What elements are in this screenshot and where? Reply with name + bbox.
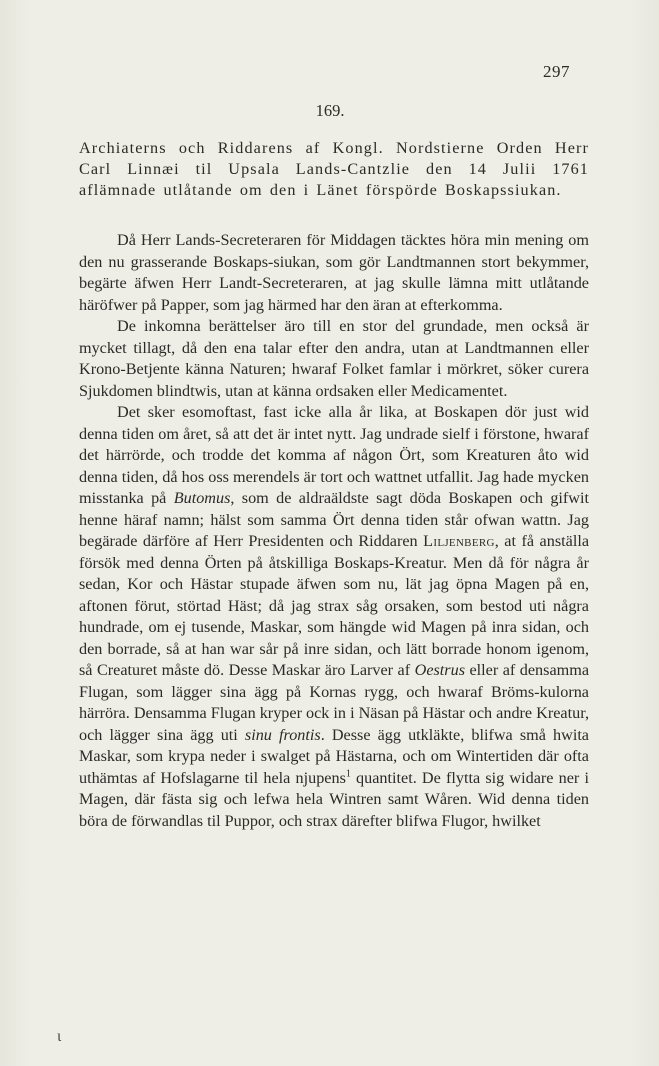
body-text bbox=[79, 230, 589, 832]
paragraph-3 bbox=[79, 402, 589, 832]
paragraph-3-part-4: eller af densamma Flugan, som lägger sina ägg på Kornas rygg, och hwaraf Bröms-kulorna härröra. Densamma Flugan kryper ock in i Näsan på Hästar och andre Kreatur, och lägger sina ägg uti bbox=[79, 661, 589, 744]
term-sinu-frontis: sinu frontis bbox=[244, 725, 321, 744]
paragraph-3-part-6: quantitet. De flytta sig widare ner i Magen, där fästa sig och lefwa hela Wintren samt Wåren. Wid denna tiden böra de förwandlas til Puppor, och strax därefter blifwa Flugor, hwilket bbox=[79, 768, 590, 830]
paragraph-3-part-1: Det sker esomoftast, fast icke alla år lika, at Boskapen dör just wid denna tiden om året, så att det är intet nytt. Jag undrade sielf i förstone, hwaraf det härrörde, och trodde det komma af någon Ört, som Kreaturen åto wid denna tiden, då hos oss merendels är tort och wattnet utfallit. Jag hade mycken misstanka på bbox=[79, 403, 589, 507]
term-butomus: Butomus bbox=[173, 489, 231, 507]
name-liljenberg: Liljenberg bbox=[423, 532, 495, 550]
document-number: 169. bbox=[315, 101, 345, 120]
paragraph-3-part-2: , som de aldraäldste sagt döda Boskapen och gifwit henne häraf namn; hälst som samma Ört denna tiden står ofwan wattn. Jag begärade därföre af Herr Presidenten och Riddaren bbox=[79, 489, 589, 550]
paragraph-3-part-3: , at få anställa försök med denna Örten på åtskilliga Boskaps-Kreatur. Men då för några år sedan, Kor och Hästar stupade äfwen som nu, lät jag öpna Magen på en, aftonen förut, störtad Häst; då jag strax såg orsaken, som bestod uti några hundrade, om ej tusende, Maskar, som hängde wid Magen på inra sidan, och den borrade, så at han war sår på inre sidan, och lätt borrade honom igenom, så Creaturet måste dö. Desse Maskar äro Larver af bbox=[79, 532, 590, 679]
paragraph-1: Då Herr Lands-Secreteraren för Middagen täcktes höra min mening om den nu grasserande Boskaps-siukan, som gör Landtmannen stort bekymmer, begärte äfwen Herr Landt-Secreteraren, at jag skulle lämna mitt utlåtande häröfwer på Papper, som jag härmed har den äran at efterkomma. bbox=[79, 231, 589, 314]
paragraph-3-part-5: . Desse ägg utkläkte, blifwa små hwita Maskar, som krypa neder i swalget på Hästarna, och om Wintertiden där ofta uthämtas af Hofslagarne til hela njupens bbox=[79, 725, 589, 787]
page-number: 297 bbox=[543, 62, 570, 81]
footnote-reference: 1 bbox=[345, 768, 351, 780]
document-heading: Archiaterns och Riddarens af Kongl. Nordstierne Orden Herr Carl Linnæi til Upsala Lands-Cantzlie den 14 Julii 1761 aflämnade utlåtande om den i Länet förspörde Boskapssiukan. bbox=[79, 139, 589, 199]
margin-mark: ι bbox=[57, 1028, 62, 1045]
term-oestrus: Oestrus bbox=[414, 661, 465, 679]
paragraph-2: De inkomna berättelser äro till en stor del grundade, men också är mycket tillagt, då den ena talar efter den andra, utan at Landtmannen eller Krono-Betjente känna Naturen; hwaraf Folket famlar i mörkret, söker curera Sjukdomen blindtwis, utan at känna ordsaken eller Medicamentet. bbox=[79, 317, 589, 400]
